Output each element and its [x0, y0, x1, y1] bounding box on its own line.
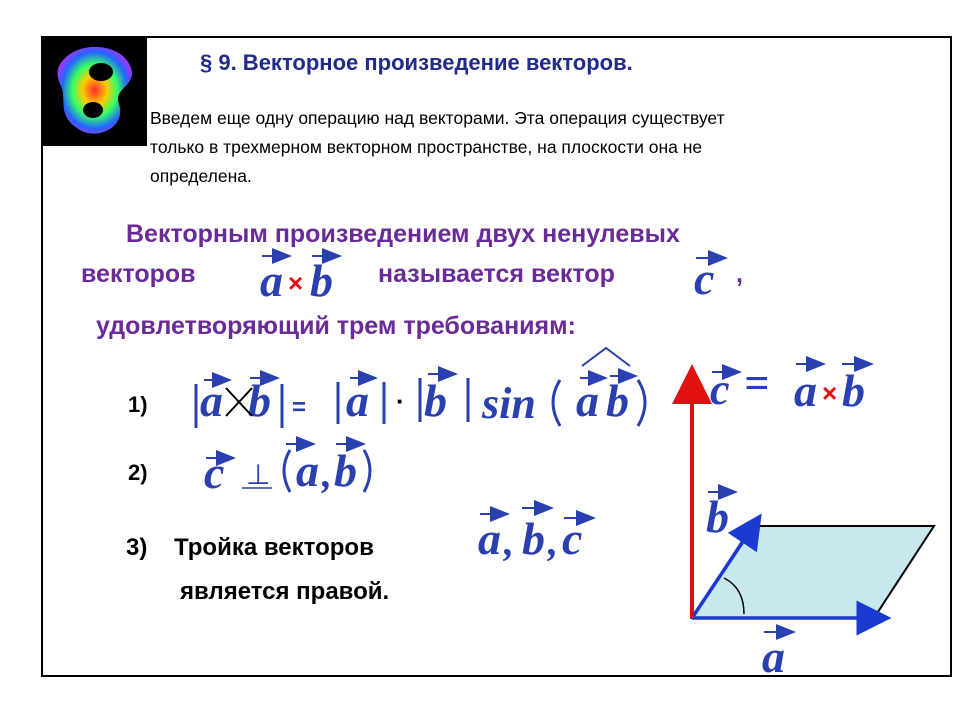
- vector-c: c: [694, 253, 715, 304]
- vector-a: a: [478, 513, 501, 564]
- requirement-3-number: 3): [126, 534, 148, 561]
- definition-line-2-mid: называется вектор: [378, 260, 615, 288]
- vector-a: a: [794, 365, 817, 416]
- cross-symbol: ×: [822, 378, 838, 408]
- requirement-3-line-2: является правой.: [180, 578, 390, 605]
- requirement-2-number: 2): [128, 460, 148, 485]
- vector-b: b: [522, 513, 545, 564]
- comma-sign: ,: [548, 519, 558, 564]
- intro-line: Введем еще одну операцию над векторами. Эта операция существует: [150, 108, 725, 128]
- parallelogram: [692, 526, 934, 618]
- vector-b: b: [424, 375, 447, 426]
- requirement-1-number: 1): [128, 392, 148, 417]
- vector-a: a: [762, 631, 785, 682]
- vector-a: a: [200, 375, 223, 426]
- vector-a: a: [576, 375, 599, 426]
- vector-a: a: [260, 255, 283, 306]
- intro-line: только в трехмерном векторном пространстве, на плоскости она не: [150, 137, 703, 157]
- definition-line-1: Векторным произведением двух ненулевых: [126, 220, 680, 248]
- comma-sign: ,: [322, 451, 332, 496]
- vector-b: b: [842, 365, 865, 416]
- definition-line-2-end: ,: [736, 260, 743, 288]
- vector-b: b: [706, 491, 729, 542]
- vector-a: a: [346, 375, 369, 426]
- vector-c: c: [204, 447, 225, 498]
- vector-a: a: [296, 445, 319, 496]
- definition-line-3: удовлетворяющий трем требованиям:: [96, 312, 576, 340]
- requirement-3-line-1: Тройка векторов: [174, 534, 374, 561]
- vector-b: b: [248, 375, 271, 426]
- vector-b: b: [310, 255, 333, 306]
- comma-sign: ,: [504, 519, 514, 564]
- perpendicular-sign: ⊥: [246, 459, 271, 490]
- vector-b: b: [334, 445, 357, 496]
- vector-c: c: [562, 513, 583, 564]
- equals-sign: =: [292, 394, 307, 421]
- intro-line: определена.: [150, 166, 252, 186]
- vector-b: b: [606, 375, 629, 426]
- equals-sign: =: [744, 359, 770, 408]
- vector-c: c: [710, 365, 730, 414]
- definition-line-2-start: векторов: [81, 260, 196, 288]
- slide-title: § 9. Векторное произведение векторов.: [200, 50, 633, 75]
- dot-sign: ·: [396, 386, 405, 416]
- cross-symbol: ×: [288, 268, 304, 298]
- sin-function: sin: [482, 379, 536, 428]
